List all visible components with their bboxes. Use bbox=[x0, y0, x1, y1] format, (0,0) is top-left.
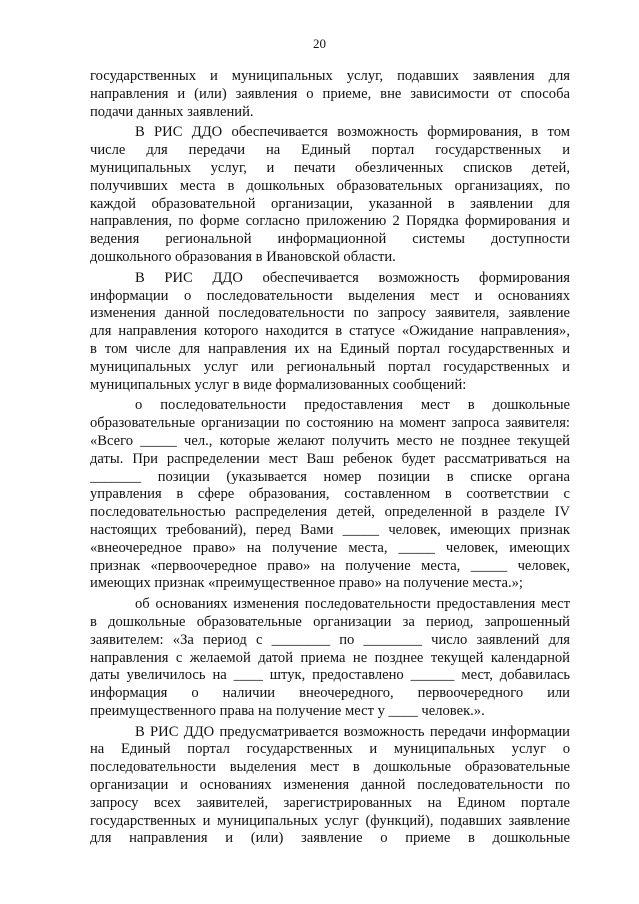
text-line: признак «первоочередное право» на получение места, _____ человек, bbox=[90, 557, 570, 574]
text-line: направления с желаемой датой приема не позднее текущей календарной bbox=[90, 649, 570, 666]
text-line: «внеочередное право» на получение места, _____ человек, имеющих bbox=[90, 539, 570, 556]
text-line: на Единый портал государственных и муниципальных услуг о bbox=[90, 741, 570, 758]
text-line: последовательности выделения мест в дошкольные образовательные bbox=[90, 759, 570, 776]
text-line: подачи данных заявлений. bbox=[90, 103, 254, 120]
text-line: В РИС ДДО обеспечивается возможность формирования bbox=[135, 269, 570, 286]
text-line: последовательностью распределения детей, определенной в разделе IV bbox=[90, 504, 570, 521]
text-line: В РИС ДДО обеспечивается возможность формирования, в том bbox=[135, 124, 570, 141]
text-line: государственных и муниципальных услуг, подавших заявления для bbox=[90, 68, 570, 84]
text-line: управления в сфере образования, составленном в соответствии с bbox=[90, 486, 570, 503]
text-line: об основаниях изменения последовательности предоставления мест bbox=[135, 596, 570, 613]
text-line: числе для передачи на Единый портал государственных и bbox=[90, 142, 570, 159]
document-body bbox=[90, 68, 570, 848]
text-line: изменения данной последовательности по запросу заявителя, заявление bbox=[90, 305, 570, 322]
text-line: в дошкольные образовательные организации за период, запрошенный bbox=[90, 613, 570, 630]
text-line: ведения региональной информационной системы доступности bbox=[90, 231, 570, 248]
text-line: преимущественного права на получение мест у ____ человек.». bbox=[90, 702, 485, 719]
text-line: даты увеличилось на ____ штук, предоставлено ______ мест, добавилась bbox=[90, 667, 570, 684]
text-line: муниципальных услуг или региональный портал государственных и bbox=[90, 358, 570, 375]
text-line: В РИС ДДО предусматривается возможность передачи информации bbox=[135, 723, 570, 740]
text-line: дошкольного образования в Ивановской области. bbox=[90, 248, 396, 265]
text-line: заявителем: «За период с ________ по ________ число заявлений для bbox=[90, 631, 570, 648]
text-line: каждой образовательной организации, указанной в заявлении для bbox=[90, 195, 570, 212]
text-line: запросу всех заявителей, зарегистрированных на Едином портале bbox=[90, 794, 570, 811]
page-number: 20 bbox=[313, 36, 326, 51]
text-line: для направления которого находится в статусе «Ожидание направления», bbox=[90, 323, 570, 340]
text-line: направления и (или) заявления о приеме, вне зависимости от способа bbox=[90, 85, 570, 102]
text-line: получивших места в дошкольных образовательных организациях, по bbox=[90, 177, 570, 194]
text-line: _______ позиции (указывается номер позиции в списке органа bbox=[90, 468, 570, 485]
text-line: организации и основаниях изменения данной последовательности по bbox=[90, 777, 570, 794]
text-line: информации о последовательности выделения мест и основаниях bbox=[90, 287, 570, 304]
text-line: информация о наличии внеочередного, первоочередного или bbox=[90, 685, 570, 702]
text-line: даты. При распределении мест Ваш ребенок будет рассматриваться на bbox=[90, 450, 570, 467]
text-line: муниципальных услуг, и печати обезличенных списков детей, bbox=[90, 159, 570, 176]
text-line: муниципальных услуг в виде формализованных сообщений: bbox=[90, 376, 467, 393]
text-line: направления, по форме согласно приложению 2 Порядка формирования и bbox=[90, 213, 570, 230]
text-line: о последовательности предоставления мест в дошкольные bbox=[135, 397, 570, 414]
text-line: государственных и муниципальных услуг (функций), подавших заявление bbox=[90, 812, 570, 829]
text-line: образовательные организации по состоянию на момент запроса заявителя: bbox=[90, 415, 570, 432]
text-line: для направления и (или) заявление о приеме в дошкольные bbox=[90, 830, 570, 847]
text-line: в том числе для направления их на Единый портал государственных и bbox=[90, 340, 570, 357]
text-line: имеющих признак «преимущественное право» на получение места.»; bbox=[90, 575, 523, 592]
text-line: «Всего _____ чел., которые желают получить место не позднее текущей bbox=[90, 432, 570, 449]
text-line: настоящих требований), перед Вами _____ человек, имеющих признак bbox=[90, 521, 570, 538]
